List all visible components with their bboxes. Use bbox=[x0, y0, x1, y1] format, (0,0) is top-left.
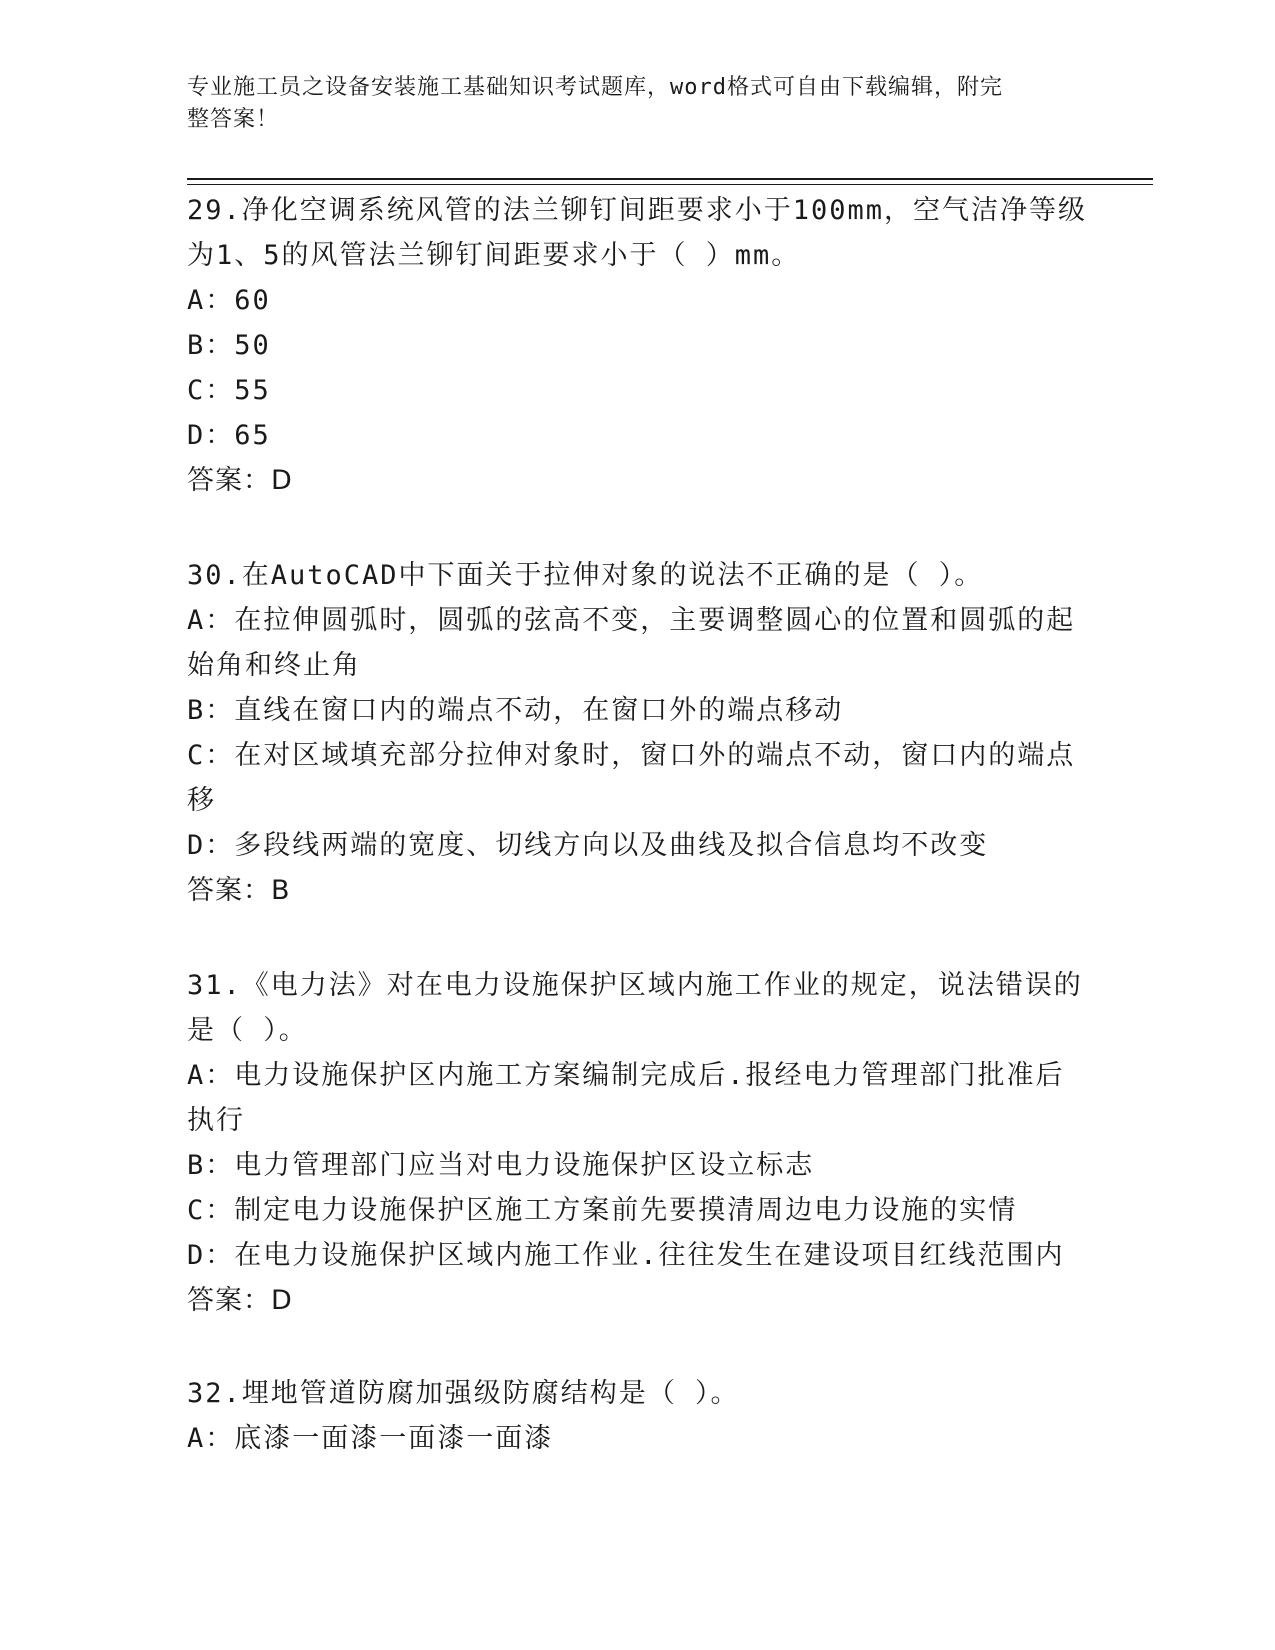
question-30 bbox=[187, 553, 1087, 913]
option-a: A：在拉伸圆弧时，圆弧的弦高不变，主要调整圆心的位置和圆弧的起 bbox=[187, 605, 1076, 636]
option-d: D：65 bbox=[187, 420, 271, 451]
option-b: B：电力管理部门应当对电力设施保护区设立标志 bbox=[187, 1150, 815, 1181]
question-stem-line: 是（ ）。 bbox=[187, 1015, 308, 1046]
option-c-continued: 移 bbox=[187, 785, 216, 816]
option-b: B：50 bbox=[187, 330, 271, 361]
answer-line: 答案：D bbox=[187, 1285, 293, 1316]
question-stem-line: 为1、5的风管法兰铆钉间距要求小于（ ）mm。 bbox=[187, 240, 801, 271]
answer-line: 答案：D bbox=[187, 465, 293, 496]
option-a-continued: 始角和终止角 bbox=[187, 650, 361, 681]
option-c: C：55 bbox=[187, 375, 271, 406]
header-line-1: 专业施工员之设备安装施工基础知识考试题库，word格式可自由下载编辑，附完 bbox=[187, 75, 1003, 100]
document-header bbox=[187, 72, 1067, 136]
question-stem-line: 32.埋地管道防腐加强级防腐结构是（ ）。 bbox=[187, 1378, 740, 1409]
option-a-continued: 执行 bbox=[187, 1105, 245, 1136]
header-divider-thin bbox=[187, 184, 1153, 185]
question-32 bbox=[187, 1371, 1087, 1461]
option-a: A：60 bbox=[187, 285, 271, 316]
question-29 bbox=[187, 188, 1087, 503]
answer-line: 答案：B bbox=[187, 875, 291, 906]
question-31 bbox=[187, 963, 1087, 1323]
header-line-2: 整答案！ bbox=[187, 107, 280, 132]
question-stem-line: 29.净化空调系统风管的法兰铆钉间距要求小于100mm，空气洁净等级 bbox=[187, 195, 1088, 226]
option-d: D：多段线两端的宽度、切线方向以及曲线及拟合信息均不改变 bbox=[187, 830, 989, 861]
option-c: C：制定电力设施保护区施工方案前先要摸清周边电力设施的实情 bbox=[187, 1195, 1018, 1226]
option-c: C：在对区域填充部分拉伸对象时，窗口外的端点不动，窗口内的端点 bbox=[187, 740, 1076, 771]
option-a: A：底漆一面漆一面漆一面漆 bbox=[187, 1423, 554, 1454]
option-b: B：直线在窗口内的端点不动，在窗口外的端点移动 bbox=[187, 695, 844, 726]
header-divider-thick bbox=[187, 178, 1153, 180]
option-a: A：电力设施保护区内施工方案编制完成后.报经电力管理部门批准后 bbox=[187, 1060, 1065, 1091]
question-stem-line: 30.在AutoCAD中下面关于拉伸对象的说法不正确的是（ ）。 bbox=[187, 560, 984, 591]
question-stem-line: 31.《电力法》对在电力设施保护区域内施工作业的规定，说法错误的 bbox=[187, 970, 1083, 1001]
option-d: D：在电力设施保护区域内施工作业.往往发生在建设项目红线范围内 bbox=[187, 1240, 1065, 1271]
